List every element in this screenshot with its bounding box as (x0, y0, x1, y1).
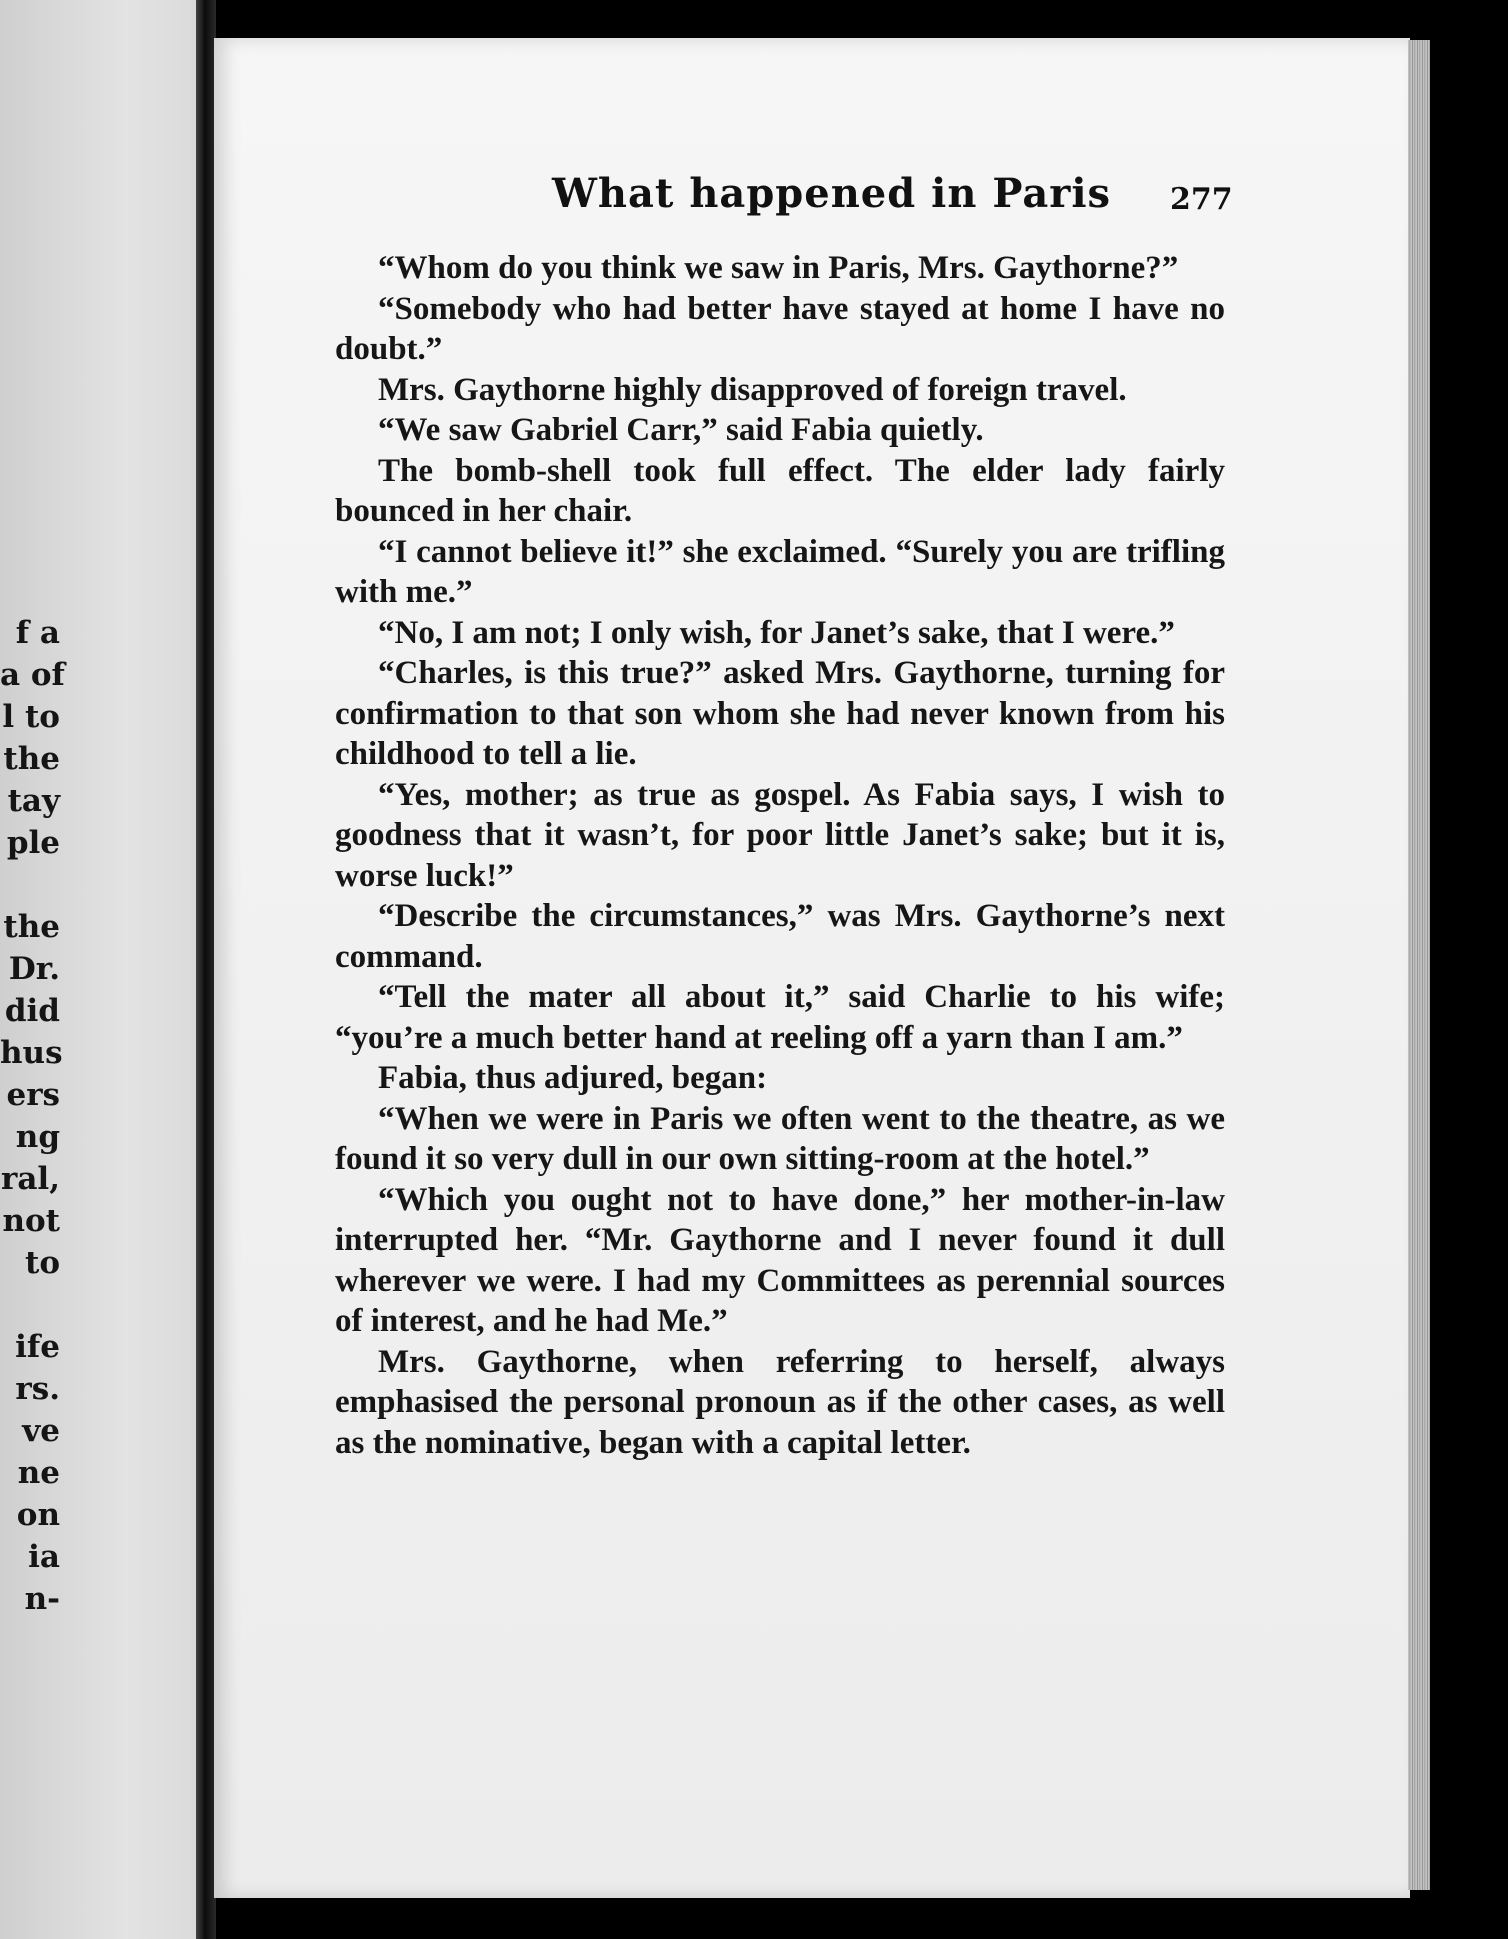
left-fragment: the (3, 741, 60, 777)
paragraph: “Yes, mother; as true as gospel. As Fabia says, I wish to goodness that it wasn’t, for poor little Janet’s sake; but it is, worse luck!” (335, 776, 1225, 894)
paragraph: Fabia, thus adjured, began: (378, 1060, 768, 1096)
paragraph: “Somebody who had better have stayed at home I have no doubt.” (335, 290, 1225, 367)
left-page (0, 0, 210, 1939)
left-fragment: rs. (15, 1371, 60, 1407)
left-fragment: ne (17, 1455, 60, 1491)
page-body-text (335, 248, 1225, 1463)
left-fragment: to (25, 1245, 60, 1281)
paragraph: “When we were in Paris we often went to the theatre, as we found it so very dull in our own sitting-room at the hotel.” (335, 1100, 1225, 1177)
paragraph: “Which you ought not to have done,” her mother-in-law interrupted her. “Mr. Gaythorne and I never found it dull wherever we were. I had my Committees as perennial sources of interest, and he had Me.” (335, 1181, 1225, 1339)
left-fragment: l to (2, 699, 60, 735)
left-fragment: a of (0, 657, 65, 693)
left-fragment: ral, (1, 1161, 60, 1197)
left-fragment: tay (7, 783, 60, 819)
left-fragment: hus (0, 1035, 63, 1071)
left-fragment: f a (15, 615, 60, 651)
book-gutter (196, 0, 216, 1939)
left-fragment: ia (28, 1539, 60, 1575)
left-fragment: ife (15, 1329, 60, 1365)
left-fragment: on (16, 1497, 60, 1533)
left-fragment-gap (0, 864, 60, 906)
left-fragment: Dr. (8, 951, 60, 987)
left-fragment-gap (0, 1284, 60, 1326)
left-fragment: ers (6, 1077, 60, 1113)
paragraph: “Charles, is this true?” asked Mrs. Gaythorne, turning for confirmation to that son whom she had never known from his childhood to tell a lie. (335, 655, 1225, 772)
left-fragment: did (4, 993, 60, 1029)
left-fragment: the (3, 909, 60, 945)
left-fragment: n- (24, 1581, 60, 1617)
page-edges (1408, 40, 1430, 1890)
running-title: What happened in Paris (552, 170, 1112, 217)
page-number: 277 (1170, 182, 1233, 217)
running-head (0, 170, 1508, 230)
paragraph: “No, I am not; I only wish, for Janet’s sake, that I were.” (378, 614, 1175, 651)
left-fragment: ve (22, 1413, 60, 1449)
left-fragment: not (2, 1203, 60, 1239)
left-fragment: ng (15, 1119, 60, 1155)
paragraph: Mrs. Gaythorne highly disapproved of foreign travel. (378, 371, 1127, 408)
paragraph: The bomb-shell took full effect. The elder lady fairly bounced in her chair. (335, 452, 1225, 529)
paragraph: “Tell the mater all about it,” said Charlie to his wife; “you’re a much better hand at reeling off a yarn than I am.” (335, 979, 1225, 1056)
paragraph: “Whom do you think we saw in Paris, Mrs. Gaythorne?” (378, 250, 1179, 286)
left-page-text-fragments (0, 612, 65, 1620)
left-fragment: ple (6, 825, 60, 861)
paragraph: Mrs. Gaythorne, when referring to herself, always emphasised the personal pronoun as if the other cases, as well as the nominative, began with a capital letter. (335, 1343, 1225, 1461)
paragraph: “We saw Gabriel Carr,” said Fabia quietly. (378, 412, 984, 448)
paragraph: “Describe the circumstances,” was Mrs. Gaythorne’s next command. (335, 898, 1225, 975)
paragraph: “I cannot believe it!” she exclaimed. “Surely you are trifling with me.” (335, 533, 1225, 610)
